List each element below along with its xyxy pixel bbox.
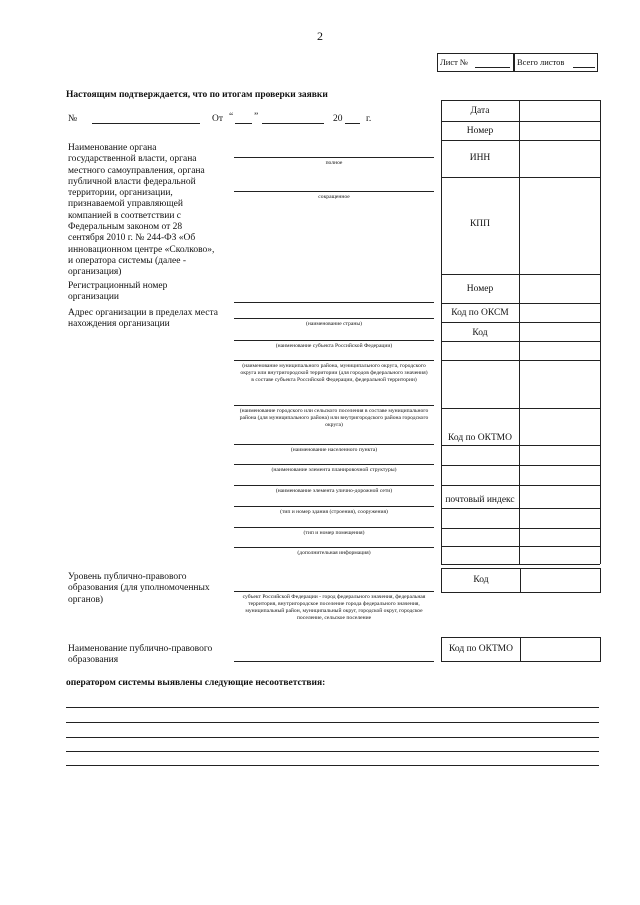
org-short-name-field[interactable]: [234, 191, 434, 192]
grid-line: [441, 121, 600, 122]
pp-oktmo-box: [441, 637, 601, 662]
pp-oktmo-field[interactable]: [522, 639, 598, 660]
org-short-caption: сокращенное: [318, 194, 350, 200]
sheet-number-box: [437, 53, 514, 72]
grid-line: [441, 485, 600, 486]
grid-line: [441, 177, 600, 178]
level-code-divider: [520, 569, 521, 592]
subject-caption: (наименование субъекта Российской Федерации): [275, 343, 393, 349]
pp-oktmo-label: Код по ОКТМО: [449, 644, 513, 654]
form-heading: Настоящим подтверждается, что по итогам проверки заявки: [66, 90, 328, 100]
kpp-label: КПП: [469, 219, 491, 229]
mismatch-line[interactable]: [66, 737, 599, 738]
grid-line: [441, 508, 600, 509]
room-caption: (тип и номер помещения): [303, 530, 365, 536]
pp-oktmo-divider: [520, 638, 521, 661]
grid-line: [441, 465, 600, 466]
total-sheets-label: Всего листов: [517, 57, 565, 67]
level-code-box: [441, 568, 601, 593]
reg-number-label: Регистрационный номер организации: [68, 281, 168, 303]
total-sheets-box: [514, 53, 598, 72]
grid-line: [441, 322, 600, 323]
extra-info-caption: (дополнительная информация): [297, 550, 371, 556]
grid-middle-border: [519, 100, 520, 564]
mismatch-line[interactable]: [66, 722, 599, 723]
level-code-field[interactable]: [522, 570, 598, 591]
code-label: Код: [472, 328, 488, 338]
pp-name-label: Наименование публично-правового образования: [68, 644, 213, 666]
country-caption: (наименование страны): [306, 321, 362, 327]
total-sheets-field[interactable]: [573, 67, 595, 68]
year-prefix: 20: [333, 114, 343, 124]
date-label: Дата: [470, 106, 490, 116]
grid-line: [441, 564, 600, 565]
reg-number-field[interactable]: [234, 302, 434, 303]
level-code-label: Код: [473, 575, 489, 585]
org-full-name-field[interactable]: [234, 157, 434, 158]
from-label: От: [212, 114, 224, 124]
grid-line: [441, 528, 600, 529]
locality-field[interactable]: [234, 444, 434, 445]
grid-line: [441, 408, 600, 409]
sheet-number-field[interactable]: [475, 67, 510, 68]
year-suffix: г.: [366, 114, 372, 124]
number-sign: №: [68, 114, 78, 124]
grid-line: [441, 360, 600, 361]
month-field[interactable]: [262, 123, 324, 124]
settlement-field[interactable]: [234, 405, 434, 406]
mismatch-line[interactable]: [66, 707, 599, 708]
quote-close: ”: [254, 112, 259, 122]
grid-line: [441, 341, 600, 342]
level-field[interactable]: [234, 591, 434, 592]
mismatch-line[interactable]: [66, 751, 599, 752]
grid-line: [441, 546, 600, 547]
country-field[interactable]: [234, 318, 434, 319]
mismatch-line[interactable]: [66, 765, 599, 766]
org-label: Наименование органа государственной власти, органа местного самоуправления, органа публичной власти федеральной территории, организации, признаваемой управляющей компанией в соответствии с Федеральным законом от 28 сентября 2010 г. № 244-ФЗ «Об инновационном центре «Сколково», и оператора системы (далее - организация): [68, 143, 215, 278]
grid-line: [441, 445, 600, 446]
sheet-number-label: Лист №: [440, 57, 469, 67]
address-label: Адрес организации в пределах места нахождения организации: [68, 308, 218, 330]
pp-name-field[interactable]: [234, 661, 434, 662]
locality-caption: (наименование населенного пункта): [290, 447, 378, 453]
grid-right-border: [600, 100, 601, 564]
street-caption: (наименование элемента улично-дорожной сети): [275, 488, 393, 494]
org-full-caption: полное: [325, 160, 343, 166]
inn-label: ИНН: [469, 153, 491, 163]
grid-line: [441, 140, 600, 141]
mismatch-heading: оператором системы выявлены следующие несоответствия:: [66, 678, 326, 688]
grid-line: [441, 274, 600, 275]
grid-line: [441, 303, 600, 304]
day-field[interactable]: [235, 123, 252, 124]
street-field[interactable]: [234, 485, 434, 486]
number-label: Номер: [466, 126, 494, 136]
district-caption: (наименование муниципального района, муниципального округа, городского округа или внутригородской территории (для городов федерального значения) в составе субъекта Российской Федерации, федеральной территории): [240, 363, 428, 383]
oktmo-label: Код по ОКТМО: [448, 433, 512, 443]
subject-field[interactable]: [234, 340, 434, 341]
postal-index-label: почтовый индекс: [445, 495, 515, 505]
settlement-caption: (наименование городского или сельского поселения в составе муниципального района (для муниципального района) или внутригородского района городского округа): [239, 408, 429, 428]
level-caption: субъект Российской Федерации - город федерального значения, федеральная территория, внутригородское поселение города федерального значения, муниципальный район, муниципальный округ, городской округ, городское поселение, сельское поселение: [242, 594, 426, 621]
page-number: 2: [317, 29, 323, 43]
oksm-label: Код по ОКСМ: [451, 308, 509, 318]
grid-line: [441, 100, 600, 101]
building-caption: (тип и номер здания (строения), сооружения): [280, 509, 388, 515]
level-label: Уровень публично-правового образования (для уполномоченных органов): [68, 572, 210, 605]
application-number-field[interactable]: [92, 123, 200, 124]
building-field[interactable]: [234, 506, 434, 507]
year-field[interactable]: [345, 123, 360, 124]
extra-info-field[interactable]: [234, 547, 434, 548]
room-field[interactable]: [234, 527, 434, 528]
quote-open: “: [229, 112, 234, 122]
reg-number-code-label: Номер: [466, 284, 494, 294]
planning-field[interactable]: [234, 464, 434, 465]
planning-caption: (наименование элемента планировочной структуры): [271, 467, 397, 473]
district-field[interactable]: [234, 360, 434, 361]
